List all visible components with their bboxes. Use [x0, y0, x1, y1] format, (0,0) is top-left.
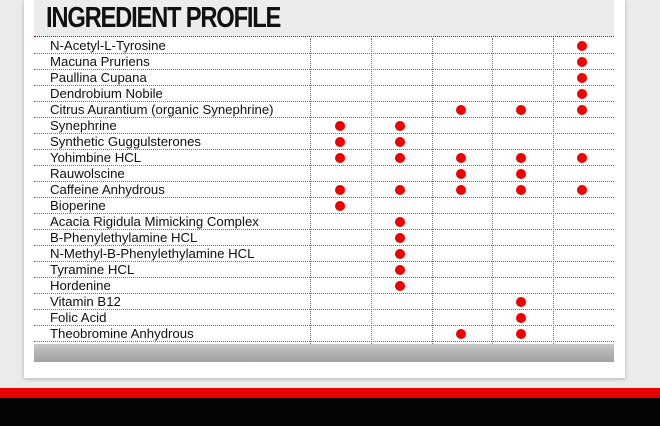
ingredient-row	[34, 38, 614, 54]
marker-cell	[371, 86, 431, 101]
ingredient-name: Tyramine HCL	[50, 262, 135, 277]
marker-cell	[492, 102, 552, 117]
ingredient-name: Hordenine	[50, 278, 111, 293]
red-dot-marker	[456, 105, 466, 115]
ingredient-row	[34, 310, 614, 326]
column-divider	[371, 38, 372, 344]
marker-cell	[311, 86, 371, 101]
marker-cell	[432, 246, 492, 261]
marker-cell	[311, 198, 371, 213]
marker-cell	[432, 54, 492, 69]
marker-cell	[492, 310, 552, 325]
red-dot-marker	[395, 233, 405, 243]
ingredient-name: N-Methyl-B-Phenylethylamine HCL	[50, 246, 255, 261]
marker-cell	[553, 326, 613, 341]
red-dot-marker	[516, 313, 526, 323]
ingredient-row	[34, 118, 614, 134]
ingredient-row	[34, 294, 614, 310]
marker-cell	[492, 198, 552, 213]
marker-cell	[311, 182, 371, 197]
red-dot-marker	[335, 137, 345, 147]
ingredient-name: Caffeine Anhydrous	[50, 182, 165, 197]
red-dot-marker	[395, 137, 405, 147]
ingredient-name: Paullina Cupana	[50, 70, 147, 85]
red-dot-marker	[516, 169, 526, 179]
red-dot-marker	[395, 153, 405, 163]
red-dot-marker	[456, 329, 466, 339]
ingredient-row	[34, 326, 614, 342]
red-dot-marker	[577, 57, 587, 67]
red-dot-marker	[516, 329, 526, 339]
marker-cell	[371, 134, 431, 149]
marker-cell	[492, 54, 552, 69]
marker-cell	[553, 198, 613, 213]
marker-cell	[371, 278, 431, 293]
ingredient-row	[34, 198, 614, 214]
red-dot-marker	[577, 185, 587, 195]
marker-cell	[492, 134, 552, 149]
marker-cell	[311, 310, 371, 325]
red-accent-stripe	[0, 388, 660, 398]
marker-cell	[553, 182, 613, 197]
column-divider	[310, 38, 311, 344]
ingredient-row	[34, 214, 614, 230]
ingredient-row	[34, 182, 614, 198]
marker-cell	[553, 310, 613, 325]
marker-cell	[553, 214, 613, 229]
marker-cell	[311, 294, 371, 309]
marker-cell	[311, 278, 371, 293]
red-dot-marker	[577, 73, 587, 83]
marker-cell	[553, 166, 613, 181]
column-divider	[492, 38, 493, 344]
ingredient-name: N-Acetyl-L-Tyrosine	[50, 38, 166, 53]
marker-cell	[432, 182, 492, 197]
red-dot-marker	[516, 185, 526, 195]
column-divider	[553, 38, 554, 344]
ingredient-row	[34, 54, 614, 70]
ingredient-name: B-Phenylethylamine HCL	[50, 230, 198, 245]
marker-cell	[311, 134, 371, 149]
red-dot-marker	[577, 89, 587, 99]
marker-cell	[432, 310, 492, 325]
marker-cell	[432, 262, 492, 277]
marker-cell	[371, 198, 431, 213]
ingredient-row	[34, 246, 614, 262]
marker-cell	[492, 38, 552, 53]
ingredient-name: Acacia Rigidula Mimicking Complex	[50, 214, 259, 229]
marker-cell	[371, 118, 431, 133]
ingredient-name: Vitamin B12	[50, 294, 121, 309]
marker-cell	[371, 54, 431, 69]
marker-cell	[553, 294, 613, 309]
ingredient-name: Synephrine	[50, 118, 117, 133]
red-dot-marker	[516, 297, 526, 307]
red-dot-marker	[335, 153, 345, 163]
table-footer-bar	[34, 344, 614, 362]
marker-cell	[492, 150, 552, 165]
marker-cell	[553, 70, 613, 85]
red-dot-marker	[456, 169, 466, 179]
ingredient-row	[34, 86, 614, 102]
marker-cell	[492, 246, 552, 261]
red-dot-marker	[395, 249, 405, 259]
marker-cell	[432, 294, 492, 309]
ingredient-name: Macuna Pruriens	[50, 54, 150, 69]
marker-cell	[492, 166, 552, 181]
ingredient-name: Synthetic Guggulsterones	[50, 134, 202, 149]
marker-cell	[371, 230, 431, 245]
red-dot-marker	[335, 185, 345, 195]
ingredient-row	[34, 230, 614, 246]
marker-cell	[492, 118, 552, 133]
column-divider	[432, 38, 433, 344]
marker-cell	[432, 118, 492, 133]
marker-cell	[371, 214, 431, 229]
marker-cell	[492, 230, 552, 245]
page-title: INGREDIENT PROFILE	[46, 2, 281, 34]
ingredient-row	[34, 102, 614, 118]
red-dot-marker	[395, 281, 405, 291]
marker-cell	[311, 102, 371, 117]
red-dot-marker	[577, 41, 587, 51]
marker-cell	[371, 294, 431, 309]
marker-cell	[311, 246, 371, 261]
ingredient-table	[34, 38, 614, 342]
red-dot-marker	[577, 105, 587, 115]
marker-cell	[553, 38, 613, 53]
ingredient-name: Citrus Aurantium (organic Synephrine)	[50, 102, 274, 117]
marker-cell	[492, 326, 552, 341]
ingredient-row	[34, 278, 614, 294]
marker-cell	[492, 278, 552, 293]
marker-cell	[371, 310, 431, 325]
red-dot-marker	[456, 185, 466, 195]
marker-cell	[371, 70, 431, 85]
marker-cell	[432, 278, 492, 293]
marker-cell	[432, 70, 492, 85]
ingredient-name: Bioperine	[50, 198, 106, 213]
marker-cell	[311, 262, 371, 277]
ingredient-name: Folic Acid	[50, 310, 107, 325]
ingredient-name: Theobromine Anhydrous	[50, 326, 194, 341]
ingredient-row	[34, 150, 614, 166]
marker-cell	[553, 102, 613, 117]
marker-cell	[432, 134, 492, 149]
marker-cell	[311, 166, 371, 181]
marker-cell	[553, 150, 613, 165]
marker-cell	[432, 102, 492, 117]
title-bar	[34, 0, 614, 37]
marker-cell	[432, 166, 492, 181]
ingredient-name: Yohimbine HCL	[50, 150, 142, 165]
marker-cell	[432, 198, 492, 213]
ingredient-name: Dendrobium Nobile	[50, 86, 163, 101]
marker-cell	[371, 102, 431, 117]
red-dot-marker	[335, 201, 345, 211]
marker-cell	[371, 262, 431, 277]
marker-cell	[311, 214, 371, 229]
marker-cell	[371, 182, 431, 197]
marker-cell	[553, 118, 613, 133]
marker-cell	[553, 230, 613, 245]
marker-cell	[311, 70, 371, 85]
marker-cell	[311, 150, 371, 165]
marker-cell	[371, 326, 431, 341]
marker-cell	[432, 150, 492, 165]
red-dot-marker	[516, 153, 526, 163]
marker-cell	[432, 230, 492, 245]
red-dot-marker	[456, 153, 466, 163]
marker-cell	[371, 246, 431, 261]
marker-cell	[492, 294, 552, 309]
marker-cell	[311, 54, 371, 69]
marker-cell	[492, 86, 552, 101]
red-dot-marker	[395, 121, 405, 131]
marker-cell	[553, 262, 613, 277]
marker-cell	[432, 326, 492, 341]
marker-cell	[553, 134, 613, 149]
marker-cell	[432, 38, 492, 53]
red-dot-marker	[395, 217, 405, 227]
marker-cell	[553, 54, 613, 69]
ingredient-row	[34, 262, 614, 278]
ingredient-row	[34, 70, 614, 86]
marker-cell	[432, 86, 492, 101]
red-dot-marker	[395, 265, 405, 275]
marker-cell	[553, 86, 613, 101]
marker-cell	[432, 214, 492, 229]
black-footer-bar	[0, 398, 660, 426]
marker-cell	[492, 262, 552, 277]
marker-cell	[311, 118, 371, 133]
marker-cell	[553, 246, 613, 261]
ingredient-row	[34, 134, 614, 150]
red-dot-marker	[395, 185, 405, 195]
marker-cell	[553, 278, 613, 293]
marker-cell	[311, 38, 371, 53]
red-dot-marker	[516, 105, 526, 115]
marker-cell	[371, 150, 431, 165]
marker-cell	[311, 326, 371, 341]
red-dot-marker	[335, 121, 345, 131]
red-dot-marker	[577, 153, 587, 163]
marker-cell	[492, 214, 552, 229]
ingredient-name: Rauwolscine	[50, 166, 125, 181]
marker-cell	[492, 70, 552, 85]
marker-cell	[492, 182, 552, 197]
marker-cell	[371, 38, 431, 53]
ingredient-row	[34, 166, 614, 182]
marker-cell	[311, 230, 371, 245]
marker-cell	[371, 166, 431, 181]
